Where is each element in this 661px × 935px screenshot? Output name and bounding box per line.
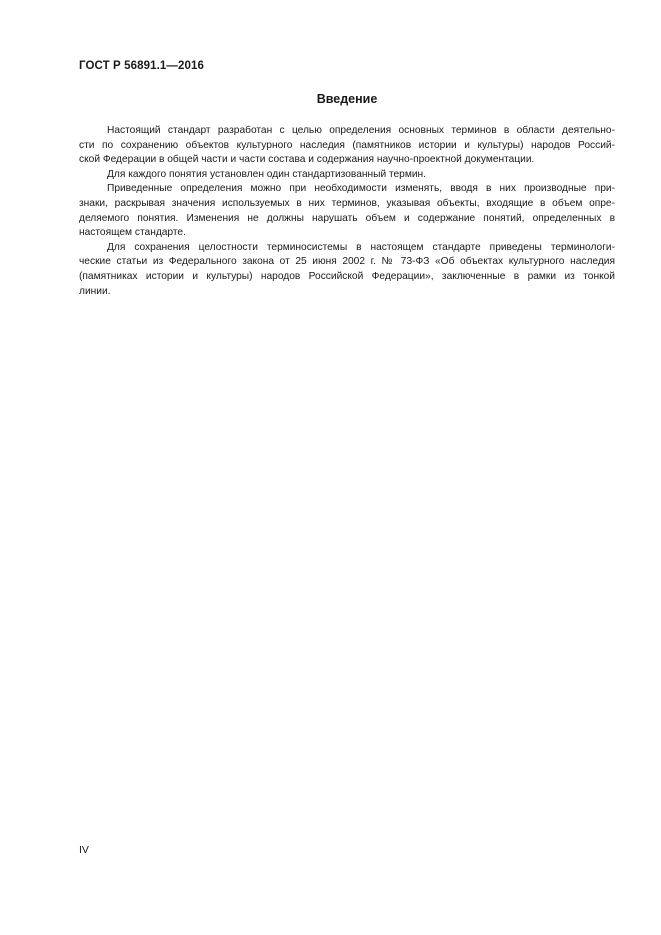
text-line: Настоящий стандарт разработан с целью определения основных терминов в области деятельно-: [107, 125, 615, 136]
paragraph-4: [79, 241, 615, 299]
text-line: знаки, раскрывая значения используемых в них терминов, указывая объекты, входящие в объем опре-: [79, 197, 615, 209]
text-line: ческие статьи из Федерального закона от 25 июня 2002 г. № 73-ФЗ «Об объектах культурного наследия: [79, 256, 615, 268]
page-number: IV: [79, 844, 89, 856]
text-line: деляемого понятия. Изменения не должны нарушать объем и содержание понятий, определенных в: [79, 212, 615, 224]
document-header: ГОСТ Р 56891.1—2016: [79, 60, 204, 72]
text-line: Для сохранения целостности терминосистемы в настоящем стандарте приведены терминологи-: [107, 241, 615, 253]
text-line: сти по сохранению объектов культурного наследия (памятников истории и культуры) народов Россий-: [79, 139, 615, 151]
text-line: Приведенные определения можно при необходимости изменять, вводя в них производные при-: [107, 183, 615, 195]
text-line: Для каждого понятия установлен один стандартизованный термин.: [107, 168, 426, 180]
paragraph-2: [79, 168, 615, 183]
text-line: настоящем стандарте.: [79, 227, 186, 239]
text-line: ской Федерации в общей части и части состава и содержания научно-проектной документации.: [79, 154, 535, 166]
paragraph-3: [79, 182, 615, 240]
text-line: (памятниках истории и культуры) народов Российской Федерации», заключенные в рамки из тонкой: [79, 270, 615, 282]
body-text: [79, 124, 615, 299]
section-title: Введение: [316, 92, 378, 106]
paragraph-1: [79, 124, 615, 168]
text-line: линии.: [79, 285, 111, 297]
